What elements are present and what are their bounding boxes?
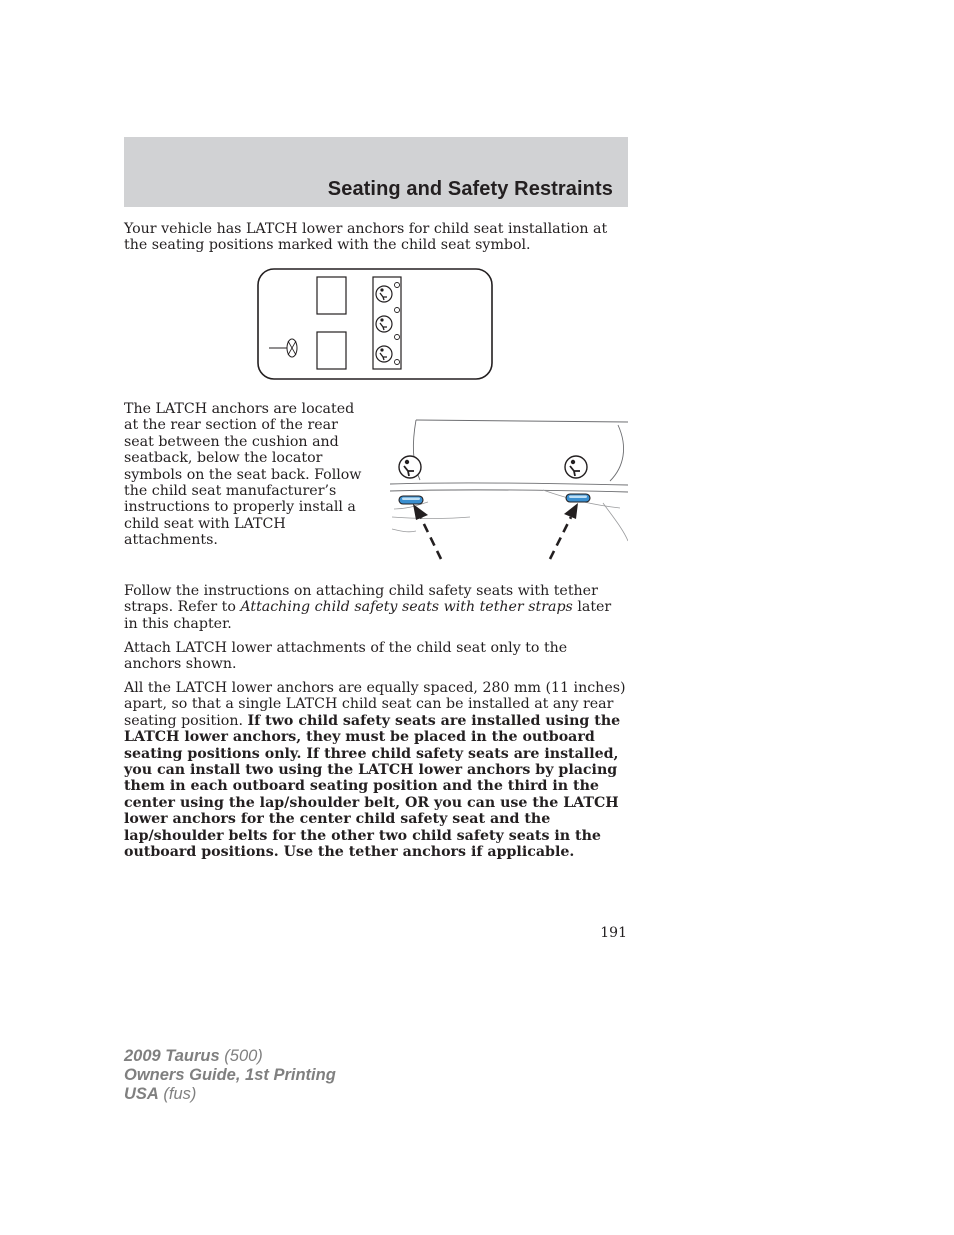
spacing-paragraph xyxy=(124,680,628,860)
anchor-point xyxy=(395,308,400,313)
tether-paragraph xyxy=(124,583,628,632)
latch-anchor-icon xyxy=(399,496,423,504)
footer-model-code: (500) xyxy=(219,1047,263,1065)
page-number: 191 xyxy=(600,925,627,941)
child-seat-icon xyxy=(376,316,392,332)
footer-model: 2009 Taurus xyxy=(124,1047,220,1065)
vehicle-seating-diagram xyxy=(256,267,496,383)
section-header xyxy=(124,137,628,207)
anchor-point xyxy=(395,283,400,288)
child-seat-icon xyxy=(399,456,421,478)
child-seat-icon xyxy=(565,456,587,478)
dashed-arrow-icon xyxy=(413,504,441,559)
section-title: Seating and Safety Restraints xyxy=(327,178,613,200)
anchor-point xyxy=(395,360,400,365)
footer-region-code: (fus) xyxy=(158,1085,197,1103)
front-seat-left xyxy=(317,332,346,369)
footer xyxy=(124,1047,336,1104)
location-paragraph: The LATCH anchors are located at the rear section of the rear seat between the cushion and seatback, below the locator symbols on the seat back. Follow the child seat manufacturer’s instructions to properly install a child seat with LATCH attachments. xyxy=(124,401,362,549)
anchor-point xyxy=(395,335,400,340)
tether-text-after: later in this chapter. xyxy=(124,599,612,632)
tether-reference: Attaching child safety seats with tether straps xyxy=(240,599,573,616)
dashed-arrow-icon xyxy=(550,503,578,559)
tether-text-before: Follow the instructions on attaching child safety seats with tether straps. Refer to xyxy=(124,583,598,616)
spacing-warning: If two child safety seats are installed using the LATCH lower anchors, they must be placed in the outboard seating positions only. If three child safety seats are installed, you can install two using the LATCH lower anchors by placing them in each outboard seating position and the third in the center using the lap/shoulder belt, OR you can use the LATCH lower anchors for the center child safety seat and the lap/shoulder belts for the other two child safety seats in the outboard positions. Use the tether anchors if applicable. xyxy=(124,712,621,861)
child-seat-icon xyxy=(376,286,392,302)
footer-region: USA xyxy=(124,1085,159,1103)
spacing-text: All the LATCH lower anchors are equally spaced, 280 mm (11 inches) apart, so that a single LATCH child seat can be installed at any rear seating position. xyxy=(124,680,626,729)
footer-line-1 xyxy=(124,1047,336,1066)
footer-line-3 xyxy=(124,1085,336,1104)
attach-paragraph: Attach LATCH lower attachments of the child seat only to the anchors shown. xyxy=(124,640,568,673)
latch-anchor-diagram xyxy=(388,405,628,565)
intro-paragraph: Your vehicle has LATCH lower anchors for child seat installation at the seating positions marked with the child seat symbol. xyxy=(124,221,608,254)
footer-line-2: Owners Guide, 1st Printing xyxy=(124,1066,336,1084)
front-seat-right xyxy=(317,277,346,314)
latch-anchor-icon xyxy=(566,494,590,502)
child-seat-icon xyxy=(376,346,392,362)
